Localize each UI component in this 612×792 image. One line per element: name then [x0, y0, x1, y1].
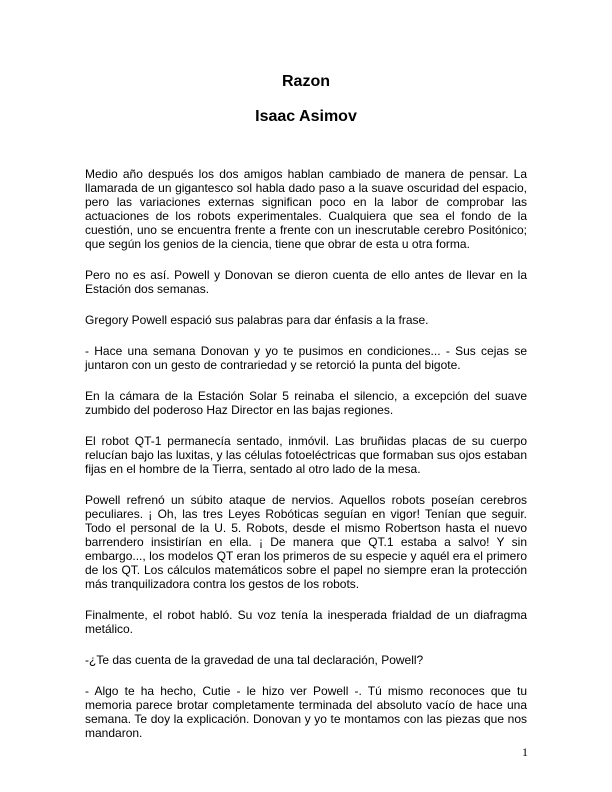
document-body: [85, 167, 527, 757]
document-title: Razon: [282, 73, 330, 90]
paragraph: Powell refrenó un súbito ataque de nervios. Aquellos robots poseían cerebros peculiares. ¡ Oh, las tres Leyes Robóticas seguían en vigor! Tenían que seguir. Todo el personal de la U. 5. Robots, desde el mismo Robertson hasta el nuevo barrendero insistirían en ella. ¡ De manera que QT.1 estaba a salvo! Y sin embargo..., los modelos QT eran los primeros de su especie y aquél era el primero de los QT. Los cálculos matemáticos sobre el papel no siempre eran la protección más tranquilizadora contra los gestos de los robots.: [85, 493, 527, 591]
paragraph: - Hace una semana Donovan y yo te pusimos en condiciones... - Sus cejas se juntaron con un gesto de contrariedad y se retorció la punta del bigote.: [85, 344, 527, 372]
paragraph: -¿Te das cuenta de la gravedad de una tal declaración, Powell?: [85, 653, 424, 667]
paragraph: El robot QT-1 permanecía sentado, inmóvil. Las bruñidas placas de su cuerpo relucían bajo las luxitas, y las células fotoeléctricas que formaban sus ojos estaban fijas en el hombre de la Tierra, sentado al otro lado de la mesa.: [85, 434, 527, 476]
page-number: 1: [522, 745, 528, 759]
paragraph: En la cámara de la Estación Solar 5 reinaba el silencio, a excepción del suave zumbido del poderoso Haz Director en las bajas regiones.: [85, 389, 527, 417]
paragraph: Medio año después los dos amigos hablan cambiado de manera de pensar. La llamarada de un gigantesco sol habla dado paso a la suave oscuridad del espacio, pero las variaciones externas significan poco en la labor de comprobar las actuaciones de los robots experimentales. Cualquiera que sea el fondo de la cuestión, uno se encuentra frente a frente con un inescrutable cerebro Positónico; que según los genios de la ciencia, tiene que obrar de esta u otra forma.: [85, 167, 527, 251]
document-author: Isaac Asimov: [255, 108, 357, 125]
paragraph: Pero no es así. Powell y Donovan se dieron cuenta de ello antes de llevar en la Estación dos semanas.: [85, 268, 527, 296]
paragraph: Finalmente, el robot habló. Su voz tenía la inesperada frialdad de un diafragma metálico.: [85, 608, 527, 636]
paragraph: Gregory Powell espació sus palabras para dar énfasis a la frase.: [85, 313, 429, 327]
paragraph: - Algo te ha hecho, Cutie - le hizo ver Powell -. Tú mismo reconoces que tu memoria parece brotar completamente terminada del absoluto vacío de hace una semana. Te doy la explicación. Donovan y yo te montamos con las piezas que nos mandaron.: [85, 684, 527, 740]
